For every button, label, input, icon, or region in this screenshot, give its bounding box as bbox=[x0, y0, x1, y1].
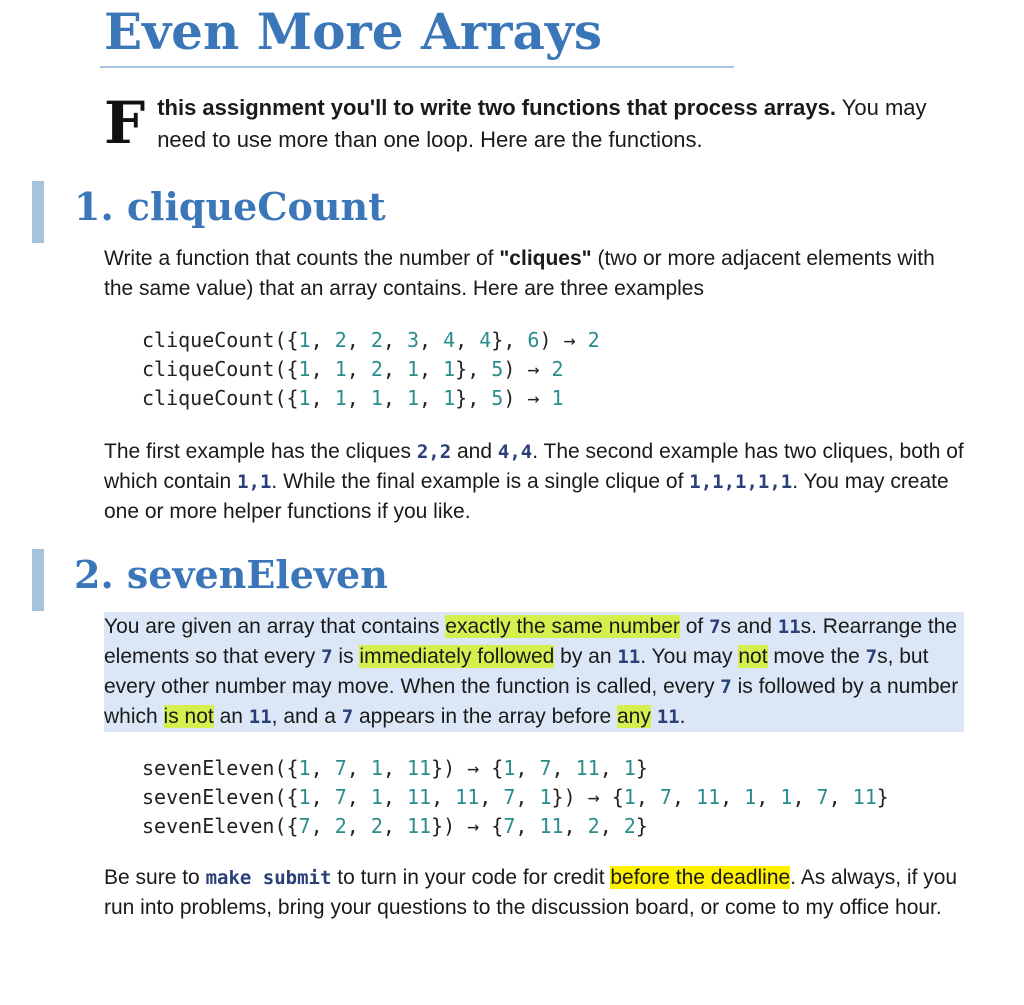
result: 1 bbox=[551, 386, 564, 410]
text: move the bbox=[767, 645, 866, 668]
code-term: 11 bbox=[248, 706, 272, 728]
number: 11 bbox=[696, 785, 721, 809]
separator: , bbox=[756, 785, 781, 809]
highlight: is not bbox=[163, 705, 214, 728]
highlight: immediately followed bbox=[359, 645, 555, 668]
text: (two or more adjacent elements with the same value) that an array contains. Here are three examples bbox=[104, 247, 935, 300]
number: 11 bbox=[406, 785, 432, 809]
separator: , bbox=[599, 814, 624, 838]
section-2-heading: 2. sevenEleven bbox=[74, 552, 388, 597]
number: 7 bbox=[659, 785, 672, 809]
number: 1 bbox=[298, 328, 311, 352]
text: Write a function that counts the number of bbox=[104, 247, 500, 270]
text: s. Rearrange the elements so that every bbox=[104, 615, 958, 668]
separator: , bbox=[720, 785, 745, 809]
code-term: 11 bbox=[617, 646, 641, 668]
text: by an bbox=[554, 645, 618, 668]
text: s and bbox=[720, 615, 778, 638]
separator: } bbox=[635, 814, 648, 838]
number: 6 bbox=[527, 328, 540, 352]
cliques-term: "cliques" bbox=[499, 247, 592, 270]
number: 1 bbox=[443, 386, 456, 410]
number: 7 bbox=[816, 785, 829, 809]
separator: , bbox=[382, 785, 407, 809]
function-call: sevenEleven({ bbox=[142, 785, 299, 809]
highlight: exactly the same number bbox=[445, 615, 680, 638]
number: 7 bbox=[503, 785, 516, 809]
text: The first example has the cliques bbox=[104, 440, 417, 463]
separator: , bbox=[310, 814, 335, 838]
text: an bbox=[213, 705, 249, 728]
text: to turn in your code for credit bbox=[331, 866, 611, 889]
number: 2 bbox=[370, 357, 383, 381]
separator: , bbox=[346, 756, 371, 780]
function-call: cliqueCount({ bbox=[142, 386, 299, 410]
text: . The second example has two cliques, both of which contain bbox=[104, 440, 964, 493]
separator: }, bbox=[455, 386, 492, 410]
arrow: ) → bbox=[503, 386, 552, 410]
number: 4 bbox=[479, 328, 492, 352]
section-1-heading: 1. cliqueCount bbox=[74, 184, 386, 229]
code-term: 4,4 bbox=[497, 441, 533, 463]
number: 1 bbox=[623, 785, 636, 809]
text: appears in the array before bbox=[353, 705, 617, 728]
number: 11 bbox=[455, 785, 480, 809]
number: 11 bbox=[406, 814, 432, 838]
number: 7 bbox=[503, 814, 516, 838]
number: 2 bbox=[334, 814, 347, 838]
text: Be sure to bbox=[104, 866, 206, 889]
drop-cap: F bbox=[104, 89, 146, 157]
text: . While the final example is a single clique of bbox=[271, 470, 690, 493]
section-1-explanation bbox=[104, 437, 964, 527]
page-title: Even More Arrays bbox=[104, 2, 603, 61]
text: of bbox=[679, 615, 710, 638]
separator: , bbox=[382, 814, 407, 838]
separator: , bbox=[828, 785, 853, 809]
separator: }, bbox=[491, 328, 528, 352]
number: 1 bbox=[298, 785, 311, 809]
separator: , bbox=[382, 386, 407, 410]
make-submit-command: make submit bbox=[205, 867, 332, 889]
number: 1 bbox=[334, 386, 347, 410]
number: 1 bbox=[780, 785, 793, 809]
text: s, but every other number may move. When the function is called, every bbox=[104, 645, 929, 698]
separator: , bbox=[346, 785, 371, 809]
separator: , bbox=[310, 328, 335, 352]
arrow: ) → bbox=[503, 357, 552, 381]
number: 5 bbox=[491, 357, 504, 381]
arrow: }) → { bbox=[431, 756, 504, 780]
text: , and a bbox=[271, 705, 342, 728]
code-term: 7 bbox=[865, 646, 878, 668]
function-call: cliqueCount({ bbox=[142, 328, 299, 352]
separator: , bbox=[635, 785, 660, 809]
arrow: }) → { bbox=[551, 785, 624, 809]
separator: , bbox=[792, 785, 817, 809]
separator: , bbox=[563, 814, 588, 838]
separator: , bbox=[479, 785, 504, 809]
number: 2 bbox=[370, 814, 383, 838]
code-term: 7 bbox=[720, 676, 732, 698]
separator: , bbox=[455, 328, 480, 352]
number: 1 bbox=[334, 357, 347, 381]
number: 1 bbox=[370, 386, 383, 410]
separator: , bbox=[382, 357, 407, 381]
highlight: not bbox=[738, 645, 768, 668]
example-line bbox=[142, 783, 889, 812]
number: 11 bbox=[406, 756, 432, 780]
number: 5 bbox=[491, 386, 504, 410]
separator: , bbox=[515, 814, 540, 838]
separator: } bbox=[635, 756, 648, 780]
separator: , bbox=[346, 357, 371, 381]
section-2-bar bbox=[32, 549, 44, 611]
number: 1 bbox=[539, 785, 552, 809]
number: 1 bbox=[370, 756, 383, 780]
number: 7 bbox=[539, 756, 552, 780]
number: 2 bbox=[623, 814, 636, 838]
number: 11 bbox=[852, 785, 877, 809]
result: 2 bbox=[551, 357, 564, 381]
number: 1 bbox=[443, 357, 456, 381]
code-term: 7 bbox=[341, 706, 354, 728]
number: 1 bbox=[406, 357, 420, 381]
separator: }, bbox=[455, 357, 492, 381]
number: 2 bbox=[587, 814, 600, 838]
intro-paragraph bbox=[104, 89, 964, 157]
separator: , bbox=[310, 357, 335, 381]
number: 1 bbox=[298, 386, 311, 410]
separator: , bbox=[515, 756, 540, 780]
example-line bbox=[142, 754, 889, 783]
number: 1 bbox=[503, 756, 516, 780]
title-underline bbox=[100, 66, 734, 68]
separator: } bbox=[876, 785, 889, 809]
arrow: }) → { bbox=[431, 814, 504, 838]
example-line bbox=[142, 326, 600, 355]
code-term: 7 bbox=[709, 616, 721, 638]
separator: , bbox=[671, 785, 697, 809]
example-line bbox=[142, 384, 600, 413]
highlight: any bbox=[617, 705, 651, 728]
code-term: 7 bbox=[321, 646, 333, 668]
separator: , bbox=[310, 785, 335, 809]
number: 1 bbox=[370, 785, 383, 809]
function-call: sevenEleven({ bbox=[142, 814, 299, 838]
code-term: 11 bbox=[777, 616, 801, 638]
closing-paragraph bbox=[104, 863, 964, 923]
text: is bbox=[332, 645, 360, 668]
deadline-highlight: before the deadline bbox=[610, 866, 791, 889]
section-2-description bbox=[104, 612, 964, 732]
example-line bbox=[142, 812, 889, 841]
text: . bbox=[679, 705, 686, 728]
text: and bbox=[451, 440, 498, 463]
separator: , bbox=[346, 814, 371, 838]
intro-bold-text: this assignment you'll to write two functions that process arrays. bbox=[157, 95, 836, 120]
number: 1 bbox=[406, 386, 420, 410]
number: 3 bbox=[406, 328, 420, 352]
separator: , bbox=[419, 328, 444, 352]
text: . You may bbox=[640, 645, 739, 668]
code-term: 1,1 bbox=[237, 471, 272, 493]
number: 11 bbox=[575, 756, 600, 780]
separator: , bbox=[310, 756, 335, 780]
separator: , bbox=[599, 756, 624, 780]
function-call: cliqueCount({ bbox=[142, 357, 299, 381]
number: 1 bbox=[744, 785, 757, 809]
number: 1 bbox=[298, 756, 311, 780]
section-1-bar bbox=[32, 181, 44, 243]
number: 7 bbox=[334, 785, 347, 809]
separator: , bbox=[431, 785, 456, 809]
text: You are given an array that contains bbox=[104, 615, 446, 638]
text: . You may create one or more helper functions if you like. bbox=[104, 470, 949, 523]
separator: , bbox=[346, 328, 371, 352]
section-1-description bbox=[104, 244, 964, 304]
number: 2 bbox=[334, 328, 347, 352]
code-term: 11 bbox=[656, 706, 680, 728]
section-1-examples bbox=[142, 326, 600, 413]
intro-text: You may need to use more than one loop. Here are the functions. bbox=[157, 95, 927, 152]
number: 1 bbox=[298, 357, 311, 381]
separator: , bbox=[382, 756, 407, 780]
separator: , bbox=[346, 386, 371, 410]
number: 4 bbox=[443, 328, 456, 352]
number: 2 bbox=[370, 328, 383, 352]
result: 2 bbox=[587, 328, 600, 352]
function-call: sevenEleven({ bbox=[142, 756, 299, 780]
text: . As always, if you run into problems, bring your questions to the discussion board, or come to my office hour. bbox=[104, 866, 958, 919]
arrow: ) → bbox=[539, 328, 588, 352]
number: 11 bbox=[539, 814, 564, 838]
separator: , bbox=[382, 328, 407, 352]
separator: , bbox=[515, 785, 540, 809]
separator: , bbox=[419, 386, 444, 410]
code-term: 1,1,1,1,1 bbox=[689, 471, 793, 493]
number: 1 bbox=[623, 756, 636, 780]
separator: , bbox=[551, 756, 576, 780]
separator: , bbox=[419, 357, 444, 381]
number: 7 bbox=[298, 814, 311, 838]
code-term: 2,2 bbox=[416, 441, 452, 463]
number: 7 bbox=[334, 756, 347, 780]
example-line bbox=[142, 355, 600, 384]
text: is followed by a number which bbox=[104, 675, 959, 728]
separator: , bbox=[310, 386, 335, 410]
section-2-examples bbox=[142, 754, 889, 841]
